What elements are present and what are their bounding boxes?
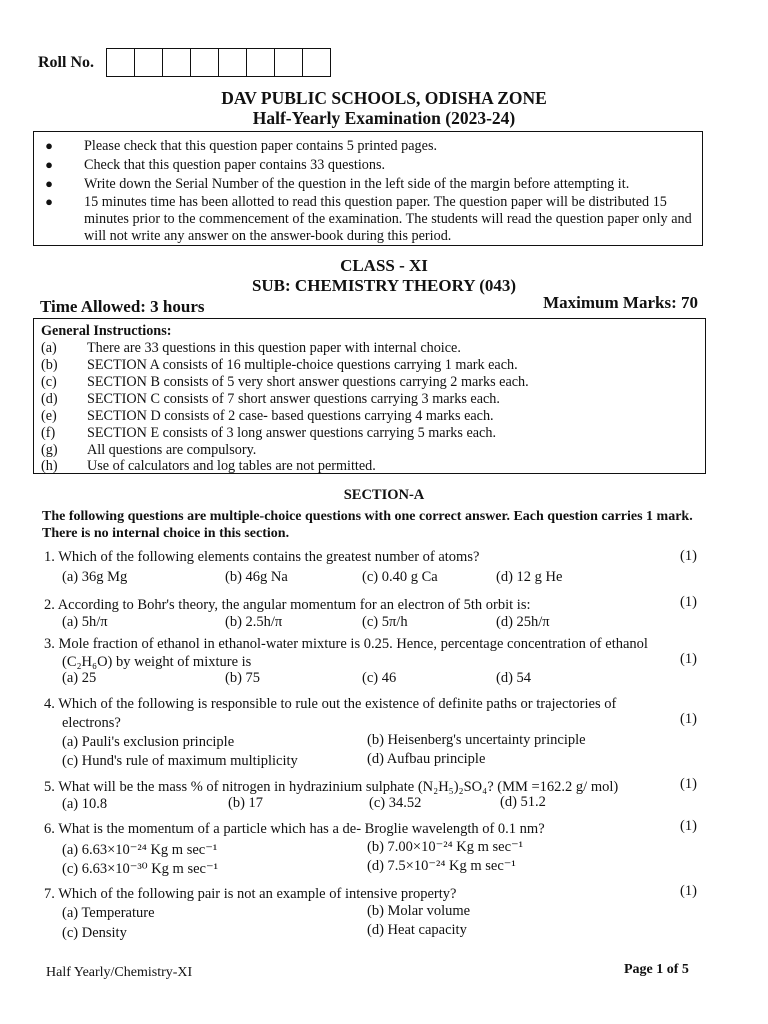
roll-number-box xyxy=(107,49,135,76)
option: (c) 46 xyxy=(362,670,397,686)
instruction-letter: (h) xyxy=(41,458,58,474)
option: (a) 10.8 xyxy=(62,796,108,812)
option: (a) 5h/π xyxy=(62,614,108,630)
option: (b) 75 xyxy=(225,670,261,686)
roll-number-box xyxy=(303,49,330,76)
option: (d) 54 xyxy=(496,670,532,686)
roll-number-box xyxy=(135,49,163,76)
instruction-letter: (f) xyxy=(41,425,56,441)
option: (b) 17 xyxy=(228,795,264,811)
bullet-icon: ● xyxy=(45,194,53,209)
option: (c) 5π/h xyxy=(362,614,408,630)
question-mark: (1) xyxy=(680,548,697,564)
section-a-title: SECTION-A xyxy=(343,487,425,503)
instruction-text: SECTION B consists of 5 very short answer questions carrying 2 marks each. xyxy=(87,374,529,390)
notice-text: 15 minutes time has been allotted to read this question paper. The question paper will be distributed 15 minutes prior to the commencement of the examination. The students will read the question paper only and will not write any answer on the answer-book during this period. xyxy=(84,194,692,244)
roll-number-box xyxy=(275,49,303,76)
instruction-text: SECTION D consists of 2 case- based questions carrying 4 marks each. xyxy=(87,408,494,424)
instruction-letter: (g) xyxy=(41,442,58,458)
school-name: DAV PUBLIC SCHOOLS, ODISHA ZONE xyxy=(221,88,547,108)
option: (a) Pauli's exclusion principle xyxy=(62,734,235,750)
option: (b) Heisenberg's uncertainty principle xyxy=(367,732,586,748)
roll-number-row xyxy=(38,48,331,77)
general-instructions-box xyxy=(33,318,706,474)
instruction-letter: (b) xyxy=(41,357,58,373)
instruction-text: There are 33 questions in this question paper with internal choice. xyxy=(87,340,461,356)
roll-number-label: Roll No. xyxy=(38,53,94,71)
question-text: 6. What is the momentum of a particle which has a de- Broglie wavelength of 0.1 nm? xyxy=(44,821,545,837)
roll-number-box xyxy=(247,49,275,76)
instruction-text: Use of calculators and log tables are not permitted. xyxy=(87,458,376,474)
question-text: 4. Which of the following is responsible to rule out the existence of definite paths or trajectories of xyxy=(44,696,617,712)
option: (a) Temperature xyxy=(62,905,155,921)
question-mark: (1) xyxy=(680,818,697,834)
instruction-letter: (d) xyxy=(41,391,58,407)
bullet-icon: ● xyxy=(45,157,53,172)
question-mark: (1) xyxy=(680,651,697,667)
question-mark: (1) xyxy=(680,883,697,899)
section-a-instructions: The following questions are multiple-choice questions with one correct answer. Each question carries 1 mark. There is no internal choice in this section. xyxy=(42,509,693,541)
footer-left: Half Yearly/Chemistry-XI xyxy=(46,965,193,980)
page-number: Page 1 of 5 xyxy=(624,962,689,977)
notice-box xyxy=(33,131,703,246)
notice-text: Please check that this question paper contains 5 printed pages. xyxy=(84,138,438,154)
roll-number-boxes xyxy=(106,48,331,77)
roll-number-box xyxy=(191,49,219,76)
question-mark: (1) xyxy=(680,776,697,792)
bullet-icon: ● xyxy=(45,176,53,191)
option: (c) 34.52 xyxy=(369,795,422,811)
option: (d) 25h/π xyxy=(496,614,550,630)
option: (a) 36g Mg xyxy=(62,569,128,585)
option: (d) 12 g He xyxy=(496,569,563,585)
instruction-text: All questions are compulsory. xyxy=(87,442,257,458)
bullet-icon: ● xyxy=(45,138,53,153)
notice-text: Check that this question paper contains 33 questions. xyxy=(84,157,386,173)
instruction-letter: (c) xyxy=(41,374,57,390)
notice-text: Write down the Serial Number of the question in the left side of the margin before attempting it. xyxy=(84,176,630,192)
option: (c) 0.40 g Ca xyxy=(362,569,438,585)
option: (c) Hund's rule of maximum multiplicity xyxy=(62,753,298,769)
option: (a) 25 xyxy=(62,670,97,686)
option: (c) Density xyxy=(62,925,127,941)
option: (d) Heat capacity xyxy=(367,922,467,938)
option: (b) Molar volume xyxy=(367,903,471,919)
instruction-text: SECTION A consists of 16 multiple-choice questions carrying 1 mark each. xyxy=(87,357,518,373)
question-text: 2. According to Bohr's theory, the angular momentum for an electron of 5th orbit is: xyxy=(44,597,531,613)
question-text: 5. What will be the mass % of nitrogen in hydrazinium sulphate (N₂H₅)₂SO₄? (MM =162.2 g/ mol) xyxy=(44,779,619,795)
general-instructions-title: General Instructions: xyxy=(41,323,172,339)
roll-number-box xyxy=(219,49,247,76)
exam-title: Half-Yearly Examination (2023-24) xyxy=(252,108,516,128)
question-mark: (1) xyxy=(680,594,697,610)
question-mark: (1) xyxy=(680,711,697,727)
instruction-text: SECTION C consists of 7 short answer questions carrying 3 marks each. xyxy=(87,391,500,407)
option: (d) 51.2 xyxy=(500,794,546,810)
option: (a) 6.63×10⁻²⁴ Kg m sec⁻¹ xyxy=(62,842,218,858)
option: (b) 46g Na xyxy=(225,569,288,585)
option: (c) 6.63×10⁻³⁰ Kg m sec⁻¹ xyxy=(62,861,218,877)
option: (b) 7.00×10⁻²⁴ Kg m sec⁻¹ xyxy=(367,839,524,855)
maximum-marks: Maximum Marks: 70 xyxy=(543,293,698,312)
question-text: (C₂H₆O) by weight of mixture is xyxy=(62,654,252,670)
question-text: electrons? xyxy=(62,715,121,731)
option: (b) 2.5h/π xyxy=(225,614,283,630)
class-heading: CLASS - XI xyxy=(340,256,428,275)
instruction-letter: (e) xyxy=(41,408,57,424)
instruction-letter: (a) xyxy=(41,340,57,356)
roll-number-box xyxy=(163,49,191,76)
question-text: 7. Which of the following pair is not an example of intensive property? xyxy=(44,886,457,902)
time-allowed: Time Allowed: 3 hours xyxy=(40,297,205,316)
question-text: 1. Which of the following elements contains the greatest number of atoms? xyxy=(44,549,480,565)
question-text: 3. Mole fraction of ethanol in ethanol-water mixture is 0.25. Hence, percentage concentration of ethanol xyxy=(44,636,648,652)
subject-heading: SUB: CHEMISTRY THEORY (043) xyxy=(251,276,517,295)
instruction-text: SECTION E consists of 3 long answer questions carrying 5 marks each. xyxy=(87,425,496,441)
option: (d) 7.5×10⁻²⁴ Kg m sec⁻¹ xyxy=(367,858,516,874)
option: (d) Aufbau principle xyxy=(367,751,486,767)
